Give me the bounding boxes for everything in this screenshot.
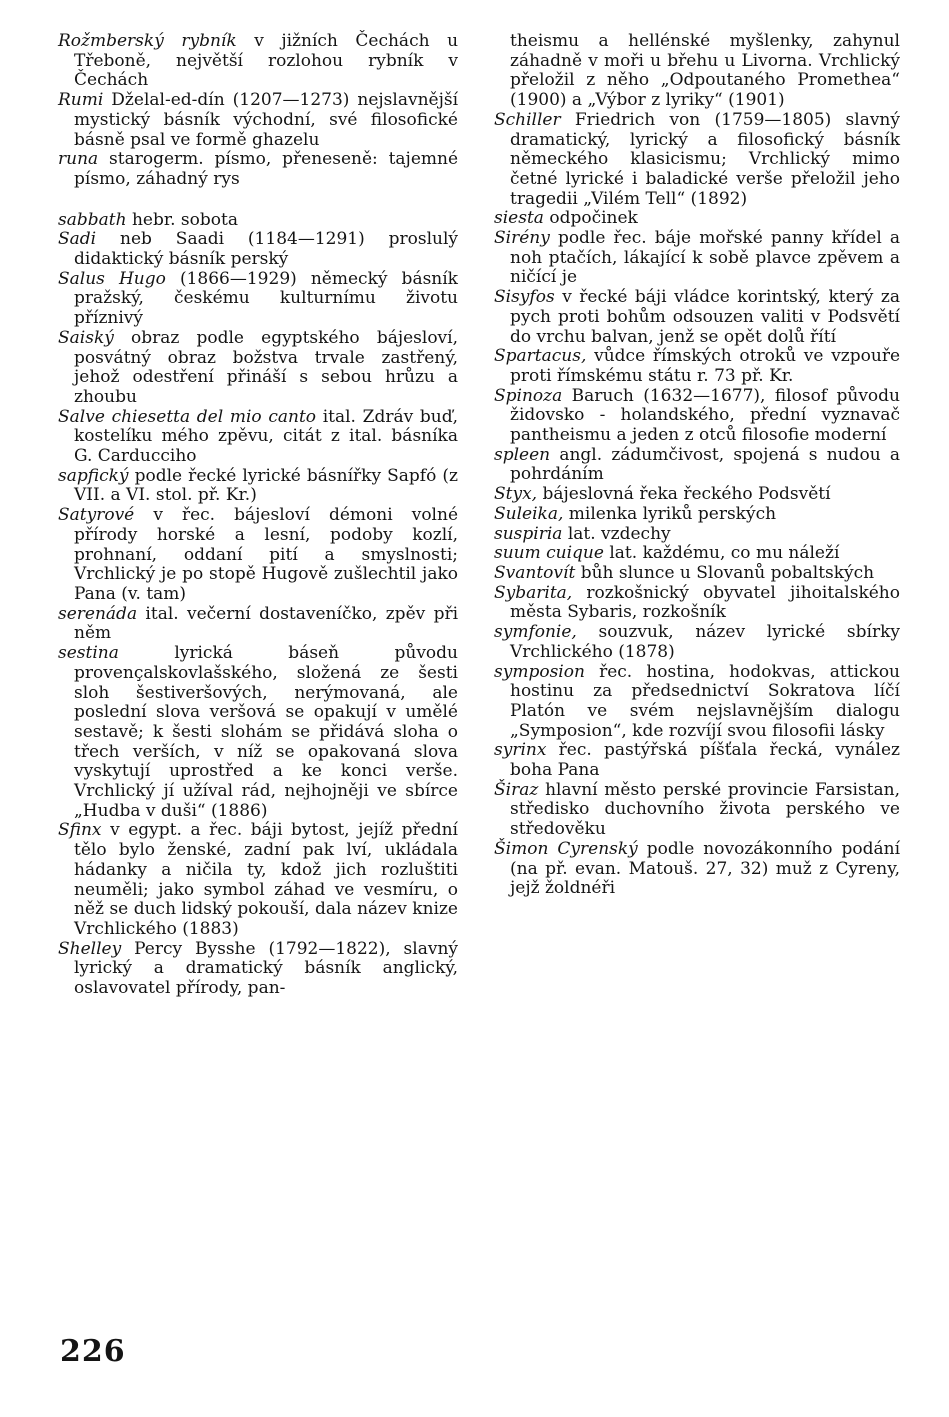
entry-definition: v egypt. a řec. báji bytost, jejíž přední tělo bylo ženské, zadní pak lví, ukládala hádanky a ničila ty, kdož jich rozluštiti neuměli; jako symbol záhad ve vesmíru, o něž se duch lidský pokouší, dala název knize Vrchlického (1883) (74, 820, 458, 939)
entry-definition: theismu a hellénské myšlenky, zahynul záhadně v moři u břehu u Livorna. Vrchlický přeložil z něho „Odpoutaného Promethea“ (1900) a „Výbor z lyriky“ (1901) (510, 31, 900, 111)
glossary-entry (494, 525, 900, 545)
entry-term: symposion (494, 661, 585, 682)
entry-definition: lyrická báseň původu provençalskovlašského, složená ze šesti sloh šestiveršových, nerýmovaná, ale poslední slova veršová se opakují v umělé sestavě; k šesti slohám se přidává sloha o třech verších, v níž se opakovaná slova vyskytují uprostřed a ke konci verše. Vrchlický jí užíval rád, nejhojněji ve sbírce „Hudba v duši“ (1886) (74, 643, 458, 821)
glossary-entry (58, 408, 458, 467)
entry-definition: hebr. sobota (131, 209, 238, 230)
glossary-entry (58, 644, 458, 821)
glossary-entry (58, 270, 458, 329)
entry-definition: (1866—1929) německý básník pražský, českému kulturnímu životu příznivý (74, 268, 458, 329)
entry-definition: Dželal-ed-dín (1207—1273) nejslavnější mystický básník východní, své filosofické básně psal ve formě ghazelu (74, 90, 459, 150)
entry-definition: ital. večerní dostaveníčko, zpěv při něm (74, 603, 459, 644)
entry-definition: lat. vzdechy (567, 523, 671, 544)
entry-term: Sirény (494, 228, 550, 249)
entry-definition: souzvuk, název lyrické sbírky Vrchlického (1878) (510, 622, 900, 662)
glossary-entry (494, 623, 900, 662)
entry-term: Salve chiesetta del mio canto (58, 406, 317, 427)
entry-term: siesta (494, 208, 544, 229)
entry-definition: v řecké báji vládce korintský, který za pych proti bohům odsouzen valiti v Podsvětí do vrchu balvan, jenž se opět dolů řítí (510, 287, 900, 347)
entry-definition: neb Saadi (1184—1291) proslulý didaktický básník perský (74, 229, 459, 270)
entry-definition: rozkošnický obyvatel jihoitalského města Sybaris, rozkošník (510, 582, 900, 623)
entry-term: Svantovít (494, 562, 576, 583)
glossary-entry (58, 150, 458, 189)
entry-definition: angl. zádumčivost, spojená s nudou a pohrdáním (510, 444, 900, 485)
entry-definition: lat. každému, co mu náleží (609, 543, 840, 564)
glossary-entry (58, 230, 458, 269)
entry-term: Suleika, (494, 503, 564, 524)
entry-definition: řec. pastýřská píšťala řecká, vynález boha Pana (510, 740, 901, 781)
entry-term: sabbath (58, 209, 127, 230)
glossary-entry (494, 584, 900, 623)
entry-definition: Baruch (1632—1677), filosof původu židovsko - holandského, přední vyznavač pantheismu a jeden z otců filosofie moderní (510, 385, 900, 446)
entry-definition: bůh slunce u Slovanů pobaltských (580, 562, 875, 583)
entry-term: Saiský (58, 327, 114, 348)
glossary-entry (494, 741, 900, 780)
glossary-entry (494, 32, 900, 111)
entry-term: suum cuique (494, 543, 604, 564)
glossary-entry (494, 781, 900, 840)
glossary-entry (58, 91, 458, 150)
page-number: 226 (60, 1334, 126, 1369)
entry-term: Šimon Cyrenský (494, 838, 638, 859)
entry-definition: odpočinek (549, 208, 638, 229)
entry-definition: vůdce římských otroků ve vzpouře proti římskému státu r. 73 př. Kr. (510, 346, 901, 386)
entry-term: Spartacus, (494, 346, 587, 367)
entry-definition: podle řecké lyrické básnířky Sapfó (z VII. a VI. stol. př. Kr.) (74, 465, 459, 506)
entry-definition: hlavní město perské provincie Farsistan, středisko duchovního života perského ve středověku (510, 779, 900, 840)
glossary-entry (494, 347, 900, 386)
glossary-entry (58, 467, 458, 506)
glossary-entry (494, 209, 900, 229)
entry-term: Širaz (494, 779, 539, 800)
entry-term: spleen (494, 444, 551, 465)
glossary-entry (58, 940, 458, 999)
glossary-entry (58, 605, 458, 644)
entry-term: serenáda (58, 603, 138, 624)
entry-term: Rumi (58, 90, 104, 111)
entry-term: syrinx (494, 740, 547, 761)
entry-definition: Friedrich von (1759—1805) slavný dramatický, lyrický a filosofický básník německého klasicismu; Vrchlický mimo četné lyrické i baladické verše přeložil jeho tragedii „Vilém Tell“ (1892) (510, 109, 900, 209)
entry-definition: podle řec. báje mořské panny křídel a noh ptačích, lákající k sobě plavce zpěvem a ničící je (510, 228, 900, 288)
glossary-entry (494, 485, 900, 505)
entry-definition: obraz podle egyptského bájesloví, posvátný obraz božstva trvale zastřený, jehož odestření přináší s sebou hrůzu a zhoubu (74, 327, 459, 407)
right-column (494, 32, 900, 899)
entry-term: sestina (58, 643, 119, 664)
glossary-entry (58, 821, 458, 939)
entry-definition: milenka lyriků perských (568, 503, 777, 524)
glossary-entry (494, 387, 900, 446)
entry-term: Schiller (494, 109, 561, 130)
entry-term: Salus Hugo (58, 268, 166, 289)
glossary-entry (494, 663, 900, 742)
entry-term: sapfický (58, 465, 129, 486)
glossary-entry (494, 544, 900, 564)
glossary-entry (494, 288, 900, 347)
entry-term: Sisyfos (494, 287, 555, 308)
entry-term: runa (58, 149, 99, 170)
glossary-entry (494, 840, 900, 899)
entry-definition: v řec. bájesloví démoni volné přírody horské a lesní, podoby kozlí, prohnaní, oddaní pití a smyslnosti; Vrchlický je po stopě Hugově zušlechtil jako Pana (v. tam) (74, 505, 458, 604)
entry-term: Rožmberský rybník (58, 31, 237, 51)
glossary-entry (494, 505, 900, 525)
entry-definition: starogerm. písmo, přeneseně: tajemné písmo, záhadný rys (74, 149, 459, 189)
entry-definition: ital. Zdráv buď, kostelíku mého zpěvu, citát z ital. básníka G. Carducciho (74, 406, 458, 467)
entry-definition: v jižních Čechách u Třeboně, největší rozlohou rybník v Čechách (74, 31, 459, 91)
entry-term: symfonie, (494, 622, 577, 643)
entry-term: Styx, (494, 484, 538, 505)
entry-definition: podle novozákonního podání (na př. evan. Matouš. 27, 32) muž z Cyreny, jejž žoldnéři (510, 838, 901, 899)
entry-term: Spinoza (494, 385, 563, 406)
glossary-entry (58, 329, 458, 408)
glossary-entry (494, 111, 900, 210)
glossary-entry (494, 564, 900, 584)
left-column (58, 32, 458, 999)
entry-definition: bájeslovná řeka řeckého Podsvětí (542, 484, 831, 505)
glossary-entry (58, 506, 458, 605)
entry-term: Sybarita, (494, 582, 573, 603)
entry-definition: řec. hostina, hodokvas, attickou hostinu za předsednictví Sokratova líčí Platón ve svém nejslavnějším dialogu „Symposion“, kde rozvíjí svou filosofii lásky (510, 661, 901, 741)
glossary-entry (58, 32, 458, 91)
entry-term: Sfinx (58, 820, 102, 841)
glossary-entry (58, 211, 458, 231)
entry-term: Shelley (58, 938, 122, 959)
entry-term: suspiria (494, 523, 563, 544)
entry-term: Sadi (58, 229, 97, 250)
glossary-entry (494, 446, 900, 485)
entry-term: Satyrové (58, 505, 135, 526)
entry-definition: Percy Bysshe (1792—1822), slavný lyrický a dramatický básník anglický, oslavovatel přírody, pan- (74, 938, 458, 999)
glossary-entry (494, 229, 900, 288)
entry-gap (58, 190, 458, 211)
